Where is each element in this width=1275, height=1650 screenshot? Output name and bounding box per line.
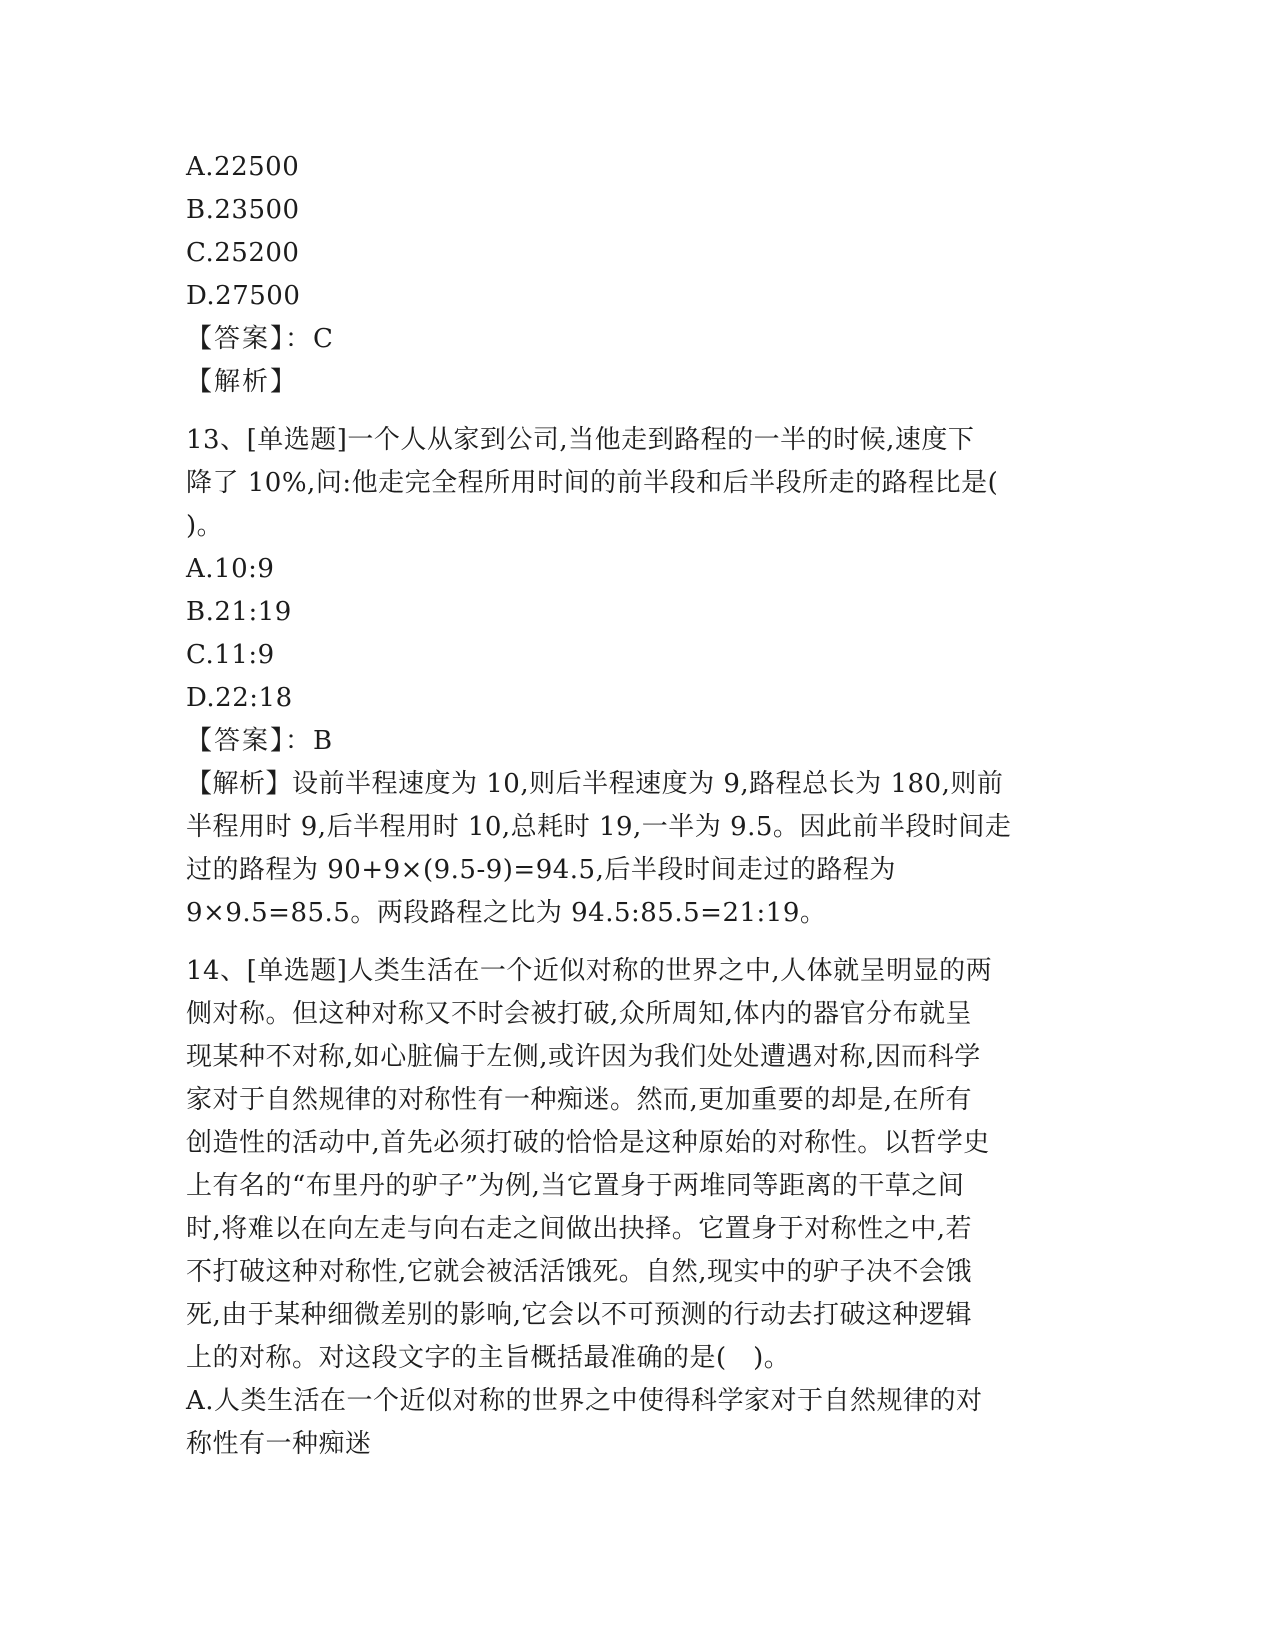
question-stem-line: 上有名的“布里丹的驴子”为例,当它置身于两堆同等距离的干草之间 (186, 1171, 965, 1201)
question-stem-line: 时,将难以在向左走与向右走之间做出抉择。它置身于对称性之中,若 (186, 1214, 973, 1244)
question-stem-line: )。 (186, 511, 224, 541)
option-a-continued: 称性有一种痴迷 (186, 1429, 372, 1459)
question-stem-line: 14、[单选题]人类生活在一个近似对称的世界之中,人体就呈明显的两 (186, 956, 993, 986)
option-a: A.人类生活在一个近似对称的世界之中使得科学家对于自然规律的对 (186, 1386, 983, 1416)
question-stem-line: 家对于自然规律的对称性有一种痴迷。然而,更加重要的却是,在所有 (186, 1085, 973, 1115)
spacer (186, 404, 1086, 419)
option-b: B.21:19 (186, 597, 292, 627)
document-page (186, 146, 1086, 1466)
spacer (186, 935, 1086, 950)
option-b: B.23500 (186, 195, 300, 225)
analysis-line: 9×9.5=85.5。两段路程之比为 94.5:85.5=21:19。 (186, 898, 827, 928)
answer-line: 【答案】：B (186, 726, 335, 756)
question-stem-line: 死,由于某种细微差别的影响,它会以不可预测的行动去打破这种逻辑 (186, 1300, 973, 1330)
analysis-line: 【解析】 (186, 367, 299, 397)
question-stem-line: 现某种不对称,如心脏偏于左侧,或许因为我们处处遭遇对称,因而科学 (186, 1042, 981, 1072)
option-d: D.22:18 (186, 683, 293, 713)
question-13 (186, 419, 1086, 935)
question-14 (186, 950, 1086, 1466)
analysis-line: 【解析】设前半程速度为 10,则后半程速度为 9,路程总长为 180,则前 (186, 769, 1004, 799)
question-stem-line: 侧对称。但这种对称又不时会被打破,众所周知,体内的器官分布就呈 (186, 999, 973, 1029)
analysis-line: 半程用时 9,后半程用时 10,总耗时 19,一半为 9.5。因此前半段时间走 (186, 812, 1012, 842)
analysis-line: 过的路程为 90+9×(9.5-9)=94.5,后半段时间走过的路程为 (186, 855, 896, 885)
option-a: A.22500 (186, 152, 300, 182)
option-a: A.10:9 (186, 554, 275, 584)
question-stem-line: 创造性的活动中,首先必须打破的恰恰是这种原始的对称性。以哲学史 (186, 1128, 990, 1158)
option-d: D.27500 (186, 281, 301, 311)
question-stem-line: 不打破这种对称性,它就会被活活饿死。自然,现实中的驴子决不会饿 (186, 1257, 973, 1287)
option-c: C.25200 (186, 238, 300, 268)
question-stem-line: 降了 10%,问:他走完全程所用时间的前半段和后半段所走的路程比是( (186, 468, 999, 498)
question-stem-line: 上的对称。对这段文字的主旨概括最准确的是( )。 (186, 1343, 791, 1373)
option-c: C.11:9 (186, 640, 275, 670)
question-stem-line: 13、[单选题]一个人从家到公司,当他走到路程的一半的时候,速度下 (186, 425, 975, 455)
answer-line: 【答案】：C (186, 324, 335, 354)
question-12-options (186, 146, 1086, 318)
